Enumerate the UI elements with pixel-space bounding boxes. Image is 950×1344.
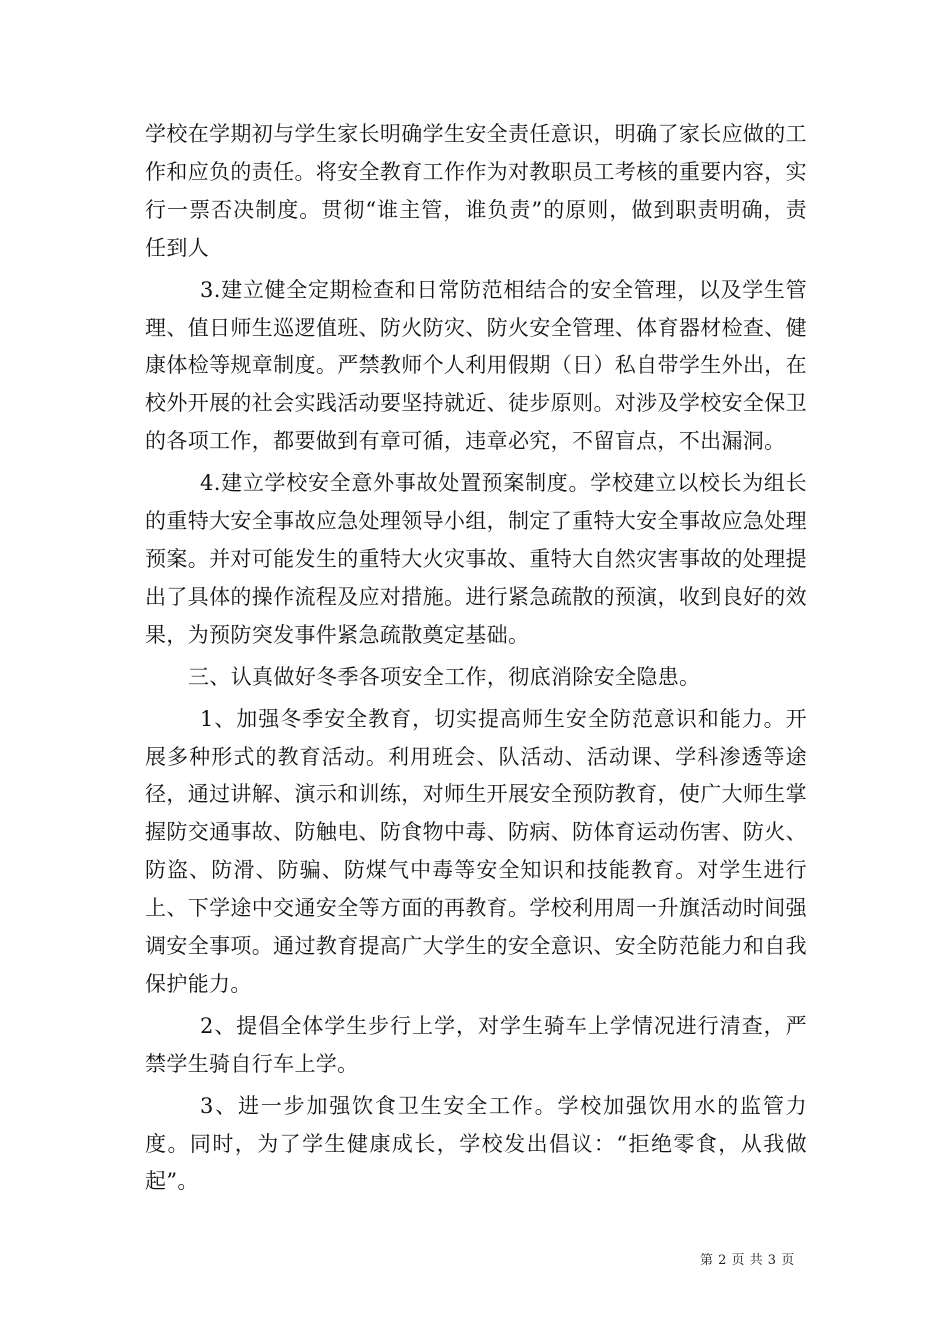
paragraph-item-3: 3.建立健全定期检查和日常防范相结合的安全管理，以及学生管理、值日师生巡逻值班、防火防灾、防火安全管理、体育器材检查、健康体检等规章制度。严禁教师个人利用假期（日）私自带学生外出，在校外开展的社会实践活动要坚持就近、徒步原则。对涉及学校安全保卫的各项工作，都要做到有章可循，违章必究，不留盲点，不出漏洞。: [145, 277, 807, 454]
paragraph-winter-item-1: 1、加强冬季安全教育，切实提高师生安全防范意识和能力。开展多种形式的教育活动。利用班会、队活动、活动课、学科渗透等途径，通过讲解、演示和训练，对师生开展安全预防教育，使广大师生掌握防交通事故、防触电、防食物中毒、防病、防体育运动伤害、防火、防盗、防滑、防骗、防煤气中毒等安全知识和技能教育。对学生进行上、下学途中交通安全等方面的再教育。学校利用周一升旗活动时间强调安全事项。通过教育提高广大学生的安全意识、安全防范能力和自我保护能力。: [145, 706, 807, 996]
document-body: [145, 116, 807, 1201]
paragraph-responsibility: 学校在学期初与学生家长明确学生安全责任意识，明确了家长应做的工作和应负的责任。将安全教育工作作为对教职员工考核的重要内容，实行一票否决制度。贯彻“谁主管，谁负责”的原则，做到职责明确，责任到人: [145, 122, 807, 260]
section-heading-winter-safety: 三、认真做好冬季各项安全工作，彻底消除安全隐患。: [188, 664, 701, 689]
paragraph-winter-item-3: 3、进一步加强饮食卫生安全工作。学校加强饮用水的监管力度。同时，为了学生健康成长，学校发出倡议：“拒绝零食，从我做起”。: [145, 1093, 807, 1194]
page-number-footer: 第 2 页 共 3 页: [700, 1253, 795, 1268]
paragraph-winter-item-2: 2、提倡全体学生步行上学，对学生骑车上学情况进行清查，严禁学生骑自行车上学。: [145, 1013, 807, 1076]
paragraph-item-4: 4.建立学校安全意外事故处置预案制度。学校建立以校长为组长的重特大安全事故应急处理领导小组，制定了重特大安全事故应急处理预案。并对可能发生的重特大火灾事故、重特大自然灾害事故的处理提出了具体的操作流程及应对措施。进行紧急疏散的预演，收到良好的效果，为预防突发事件紧急疏散奠定基础。: [145, 471, 807, 647]
